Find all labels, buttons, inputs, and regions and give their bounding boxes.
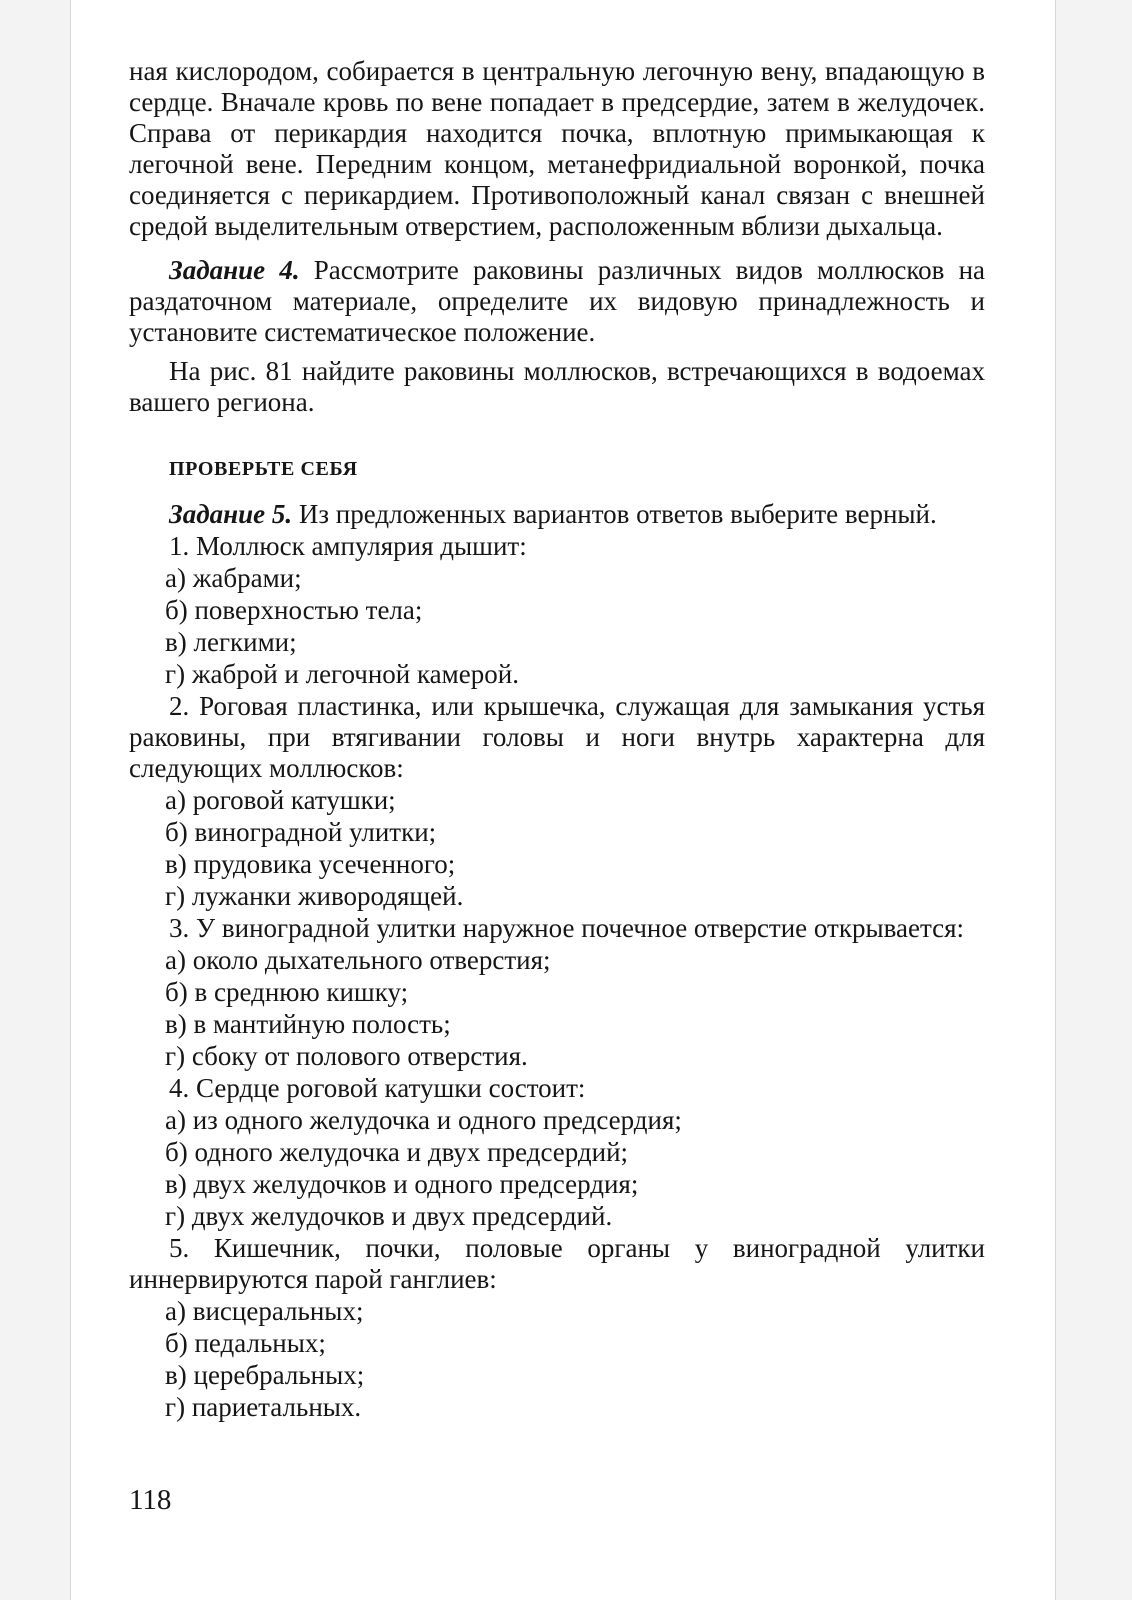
question-4: 4. Сердце роговой катушки состоит:: [169, 1073, 586, 1103]
question-3-option-b: б) в среднюю кишку;: [165, 977, 409, 1007]
question-2-option-d: г) лужанки живородящей.: [165, 881, 464, 911]
book-page: [70, 0, 1056, 1600]
task5-paragraph: [129, 499, 985, 530]
question-1-option-b: б) поверхностью тела;: [165, 595, 423, 625]
question-5-option-c: в) церебральных;: [165, 1360, 365, 1390]
question-3-option-d: г) сбоку от полового отверстия.: [165, 1041, 528, 1071]
task5-label: Задание 5.: [169, 499, 293, 529]
question-1-option-a: а) жабрами;: [165, 563, 302, 593]
task4-label: Задание 4.: [169, 255, 300, 285]
question-3-option-c: в) в мантийную полость;: [165, 1009, 451, 1039]
question-2-option-a: а) роговой катушки;: [165, 785, 396, 815]
task5-text: Из предложенных вариантов ответов выберите верный.: [292, 499, 937, 529]
question-4-option-d: г) двух желудочков и двух предсердий.: [165, 1201, 613, 1231]
intro-paragraph: ная кислородом, собирается в центральную легочную вену, впадающую в сердце. Вначале кровь по вене попадает в предсердие, затем в желудочек. Справа от перикардия находится почка, вплотную примыкающая к легочной вене. Передним концом, метанефридиальной воронкой, почка соединяется с перикардием. Противоположный канал связан с внешней средой выделительным отверстием, расположенным вблизи дыхальца.: [129, 56, 985, 241]
question-4-option-a: а) из одного желудочка и одного предсердия;: [165, 1105, 682, 1135]
question-4-option-b: б) одного желудочка и двух предсердий;: [165, 1137, 629, 1167]
page-number: 118: [129, 1484, 172, 1516]
question-5: 5. Кишечник, почки, половые органы у виноградной улитки иннервируются парой ганглиев:: [129, 1233, 985, 1294]
question-1: 1. Моллюск ампулярия дышит:: [169, 531, 527, 561]
question-1-option-c: в) легкими;: [165, 627, 297, 657]
question-2: 2. Роговая пластинка, или крышечка, служащая для замыкания устья раковины, при втягивании головы и ноги внутрь характерна для следующих моллюсков:: [129, 691, 985, 783]
task4-paragraph: [129, 255, 985, 348]
question-4-option-c: в) двух желудочков и одного предсердия;: [165, 1169, 639, 1199]
section-heading: ПРОВЕРЬТЕ СЕБЯ: [169, 458, 358, 480]
question-1-option-d: г) жаброй и легочной камерой.: [165, 659, 519, 689]
question-2-option-c: в) прудовика усеченного;: [165, 849, 456, 879]
task4-text: Рассмотрите раковины различных видов моллюсков на раздаточном материале, определите их видовую принадлежность и установите систематическое положение.: [129, 255, 986, 347]
question-5-option-d: г) париетальных.: [165, 1392, 362, 1422]
question-5-option-b: б) педальных;: [165, 1328, 326, 1358]
question-3: 3. У виноградной улитки наружное почечное отверстие открывается:: [169, 913, 965, 943]
task4-paragraph-2: На рис. 81 найдите раковины моллюсков, встречающихся в водоемах вашего региона.: [129, 356, 985, 417]
question-list: [129, 531, 985, 1423]
question-2-option-b: б) виноградной улитки;: [165, 817, 437, 847]
question-5-option-a: а) висцеральных;: [165, 1296, 364, 1326]
page-content: [129, 56, 985, 1423]
question-3-option-a: а) около дыхательного отверстия;: [165, 945, 551, 975]
